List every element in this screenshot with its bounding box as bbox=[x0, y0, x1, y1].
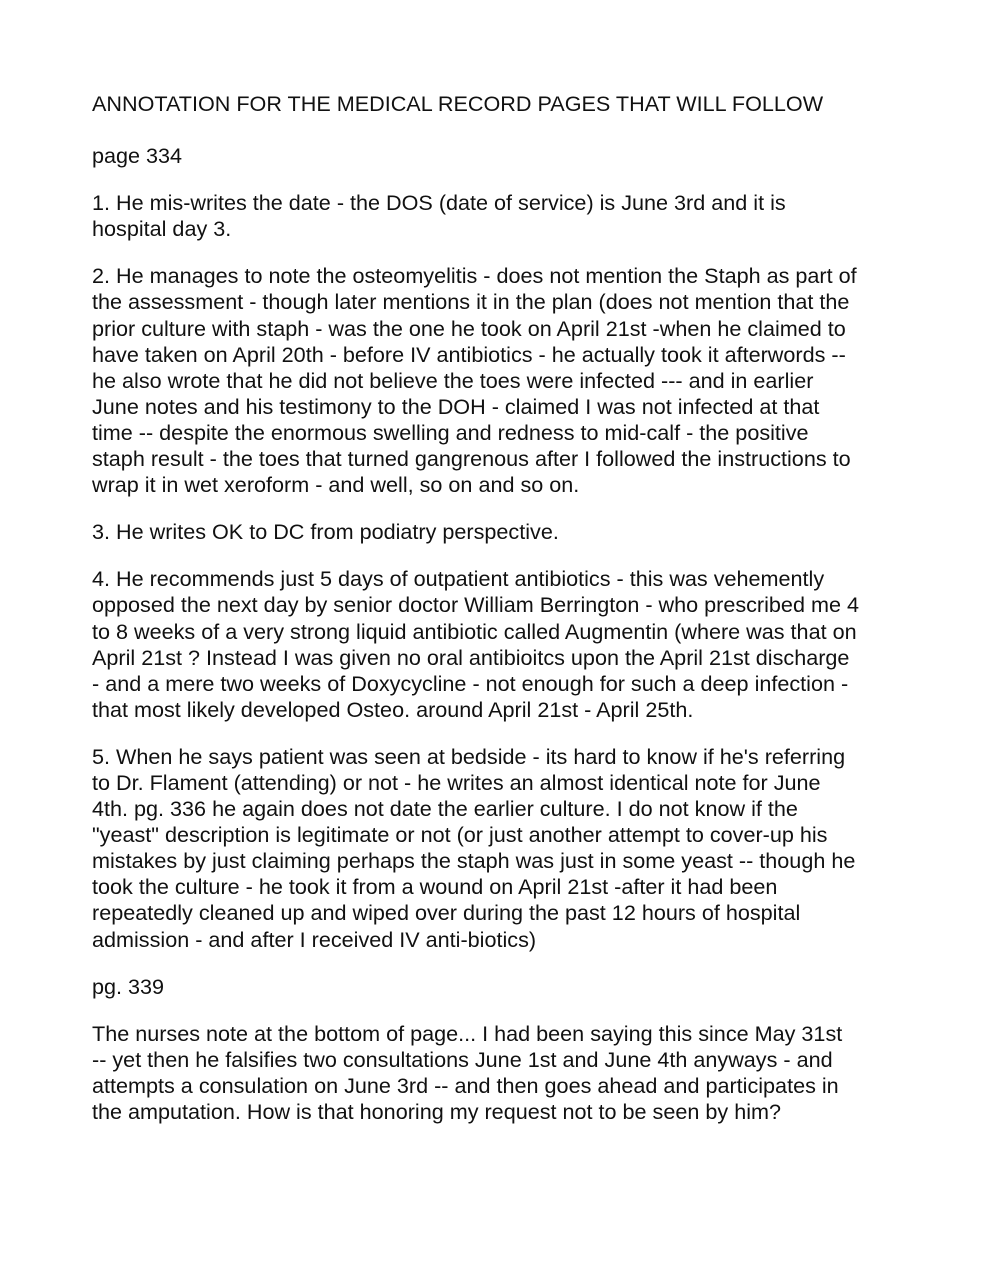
annotation-item-4: 4. He recommends just 5 days of outpatient antibiotics - this was vehemently opposed the next day by senior doctor William Berrington - who prescribed me 4 to 8 weeks of a very strong liquid antibiotic called Augmentin (where was that on April 21st ? Instead I was given no oral antibioitcs upon the April 21st discharge - and a mere two weeks of Doxycycline - not enough for such a deep infection - that most likely developed Osteo. around April 21st - April 25th. bbox=[92, 566, 859, 722]
annotation-item-1: 1. He mis-writes the date - the DOS (date of service) is June 3rd and it is hospital day 3. bbox=[92, 190, 786, 242]
page-reference-339: pg. 339 bbox=[92, 973, 165, 999]
closing-paragraph: The nurses note at the bottom of page... I had been saying this since May 31st -- yet then he falsifies two consultations June 1st and June 4th anyways - and attempts a consulation on June 3rd -- and then goes ahead and participates in the amputation. How is that honoring my request not to be seen by him? bbox=[92, 1020, 843, 1124]
annotation-item-3: 3. He writes OK to DC from podiatry perspective. bbox=[92, 519, 559, 545]
document-title: ANNOTATION FOR THE MEDICAL RECORD PAGES THAT WILL FOLLOW bbox=[92, 91, 824, 116]
document-page bbox=[92, 91, 902, 1146]
annotation-item-2: 2. He manages to note the osteomyelitis - does not mention the Staph as part of the assessment - though later mentions it in the plan (does not mention that the prior culture with staph - was the one he took on April 21st -when he claimed to have taken on April 20th - before IV antibiotics - he actually took it afterwords -- he also wrote that he did not believe the toes were infected --- and in earlier June notes and his testimony to the DOH - claimed I was not infected at that time -- despite the enormous swelling and redness to mid-calf - the positive staph result - the toes that turned gangrenous after I followed the instructions to wrap it in wet xeroform - and well, so on and so on. bbox=[92, 263, 857, 498]
page-reference-334: page 334 bbox=[92, 143, 183, 169]
annotation-item-5: 5. When he says patient was seen at bedside - its hard to know if he's referring to Dr. Flament (attending) or not - he writes an almost identical note for June 4th. pg. 336 he again does not date the earlier culture. I do not know if the "yeast" description is legitimate or not (or just another attempt to cover-up his mistakes by just claiming perhaps the staph was just in some yeast -- though he took the culture - he took it from a wound on April 21st -after it had been repeatedly cleaned up and wiped over during the past 12 hours of hospital admission - and after I received IV anti-biotics) bbox=[92, 743, 856, 952]
